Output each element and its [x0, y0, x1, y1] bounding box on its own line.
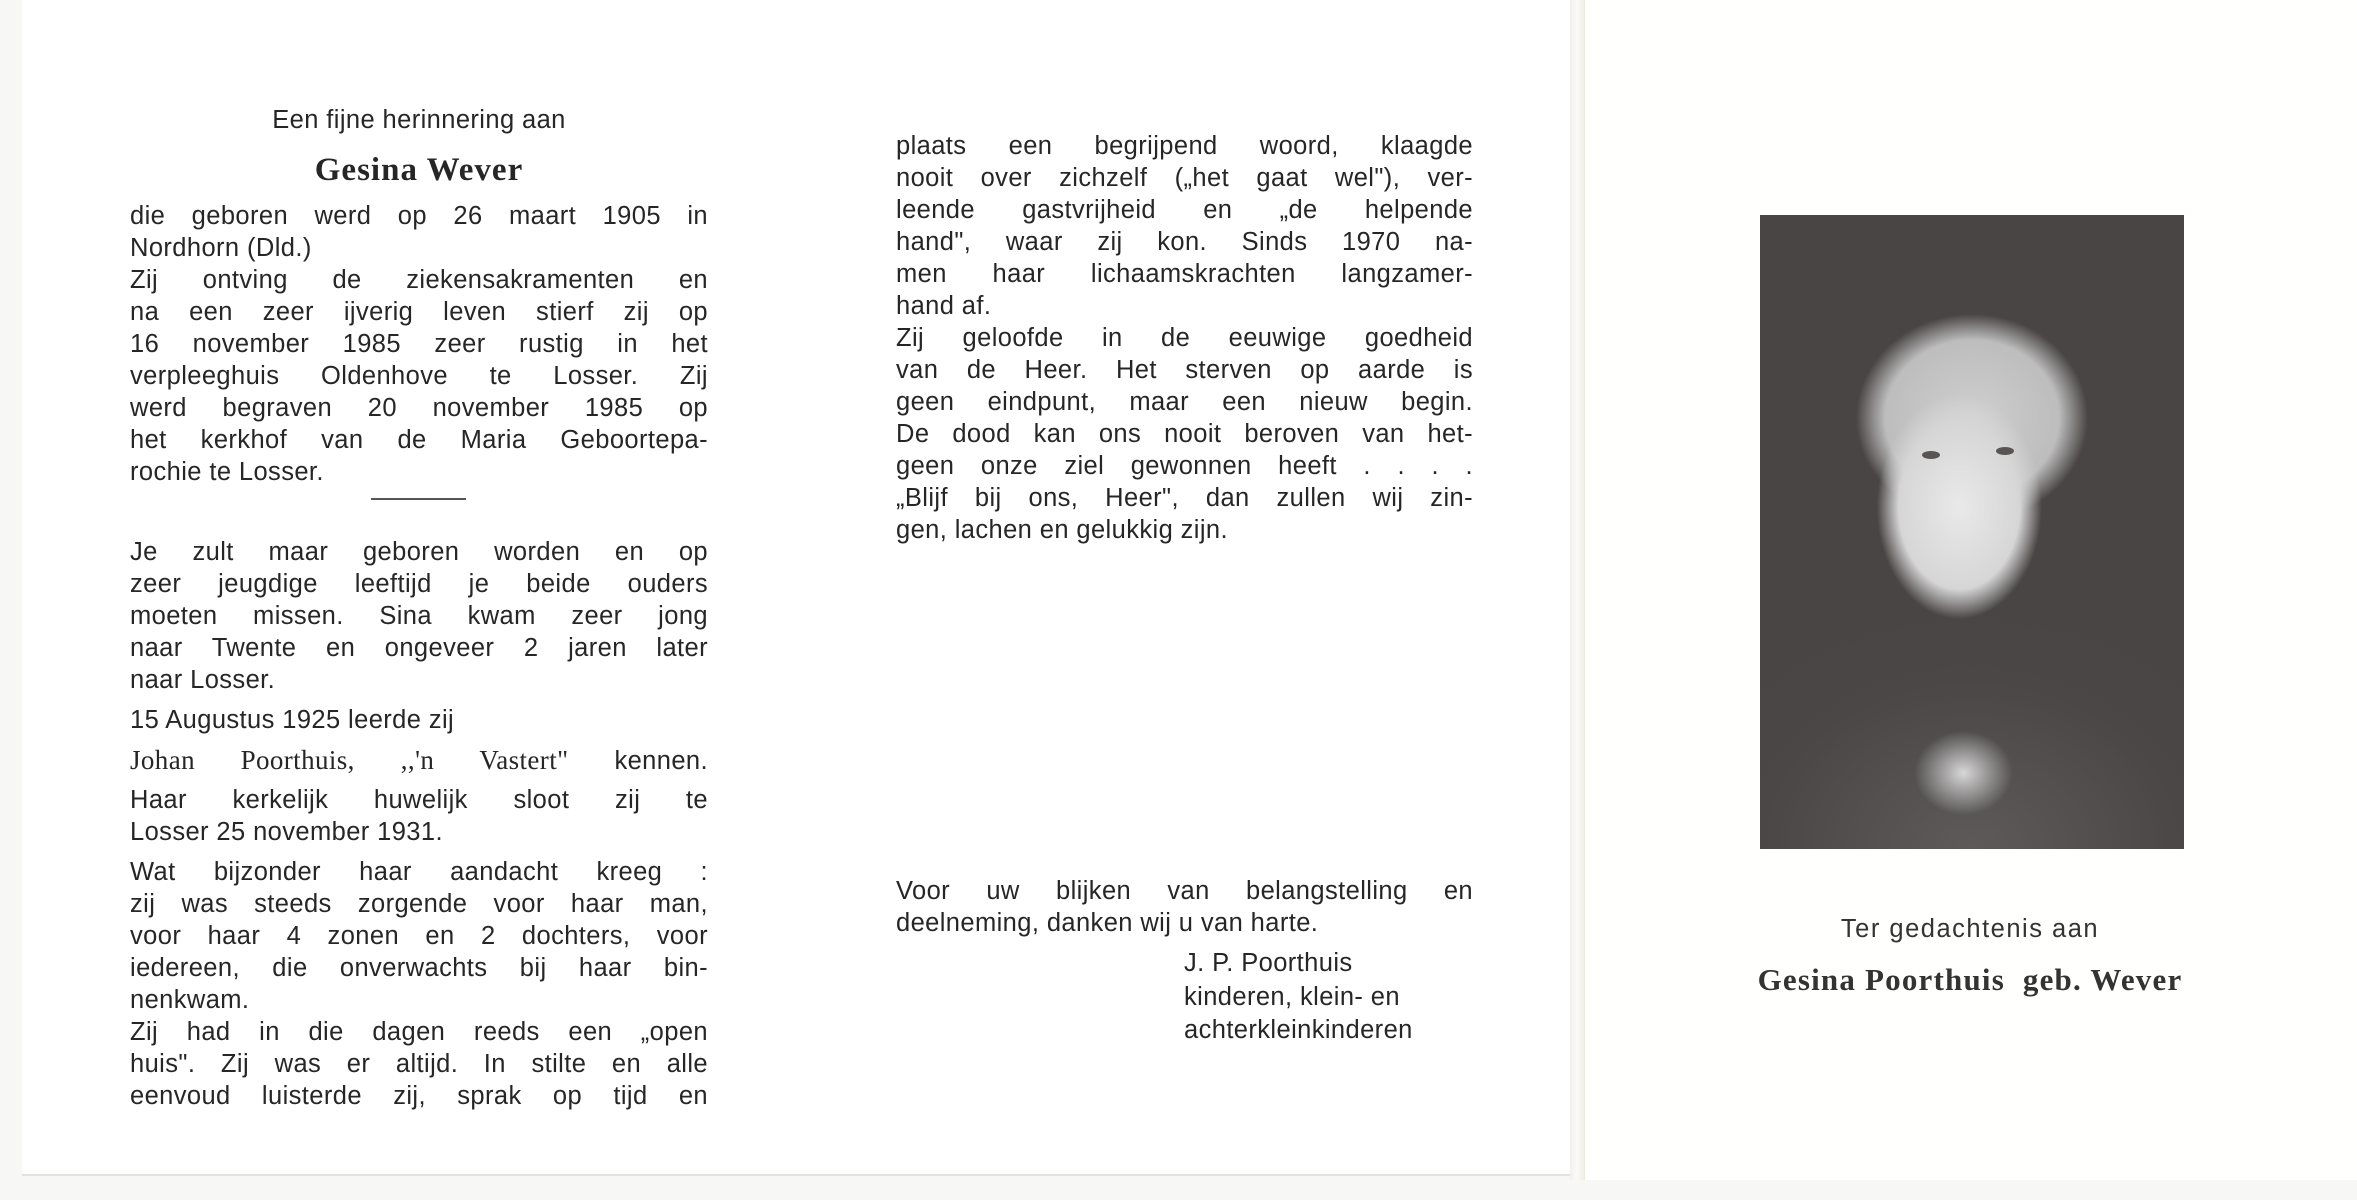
text-line: nenkwam.: [130, 986, 250, 1014]
memorial-text: Ter gedachtenis aan: [1840, 915, 2100, 943]
text-line: naar Twente en ongeveer 2 jaren later: [130, 634, 708, 662]
text-line: hand", waar zij kon. Sinds 1970 na-: [896, 228, 1473, 256]
text-line: hand af.: [896, 292, 992, 320]
text-line: deelneming, danken wij u van harte.: [896, 909, 1319, 937]
text-line: Je zult maar geboren worden en op: [130, 538, 708, 566]
text-line: men haar lichaamskrachten langzamer-: [896, 260, 1473, 288]
text-line: gen, lachen en gelukkig zijn.: [896, 516, 1228, 544]
biography-paragraph-6: [130, 856, 708, 1112]
biography-paragraph-3: [130, 704, 708, 736]
text-line: zeer jeugdige leeftijd je beide ouders: [130, 570, 708, 598]
text-line: Voor uw blijken van belangstelling en: [896, 877, 1473, 905]
text-line: werd begraven 20 november 1985 op: [130, 394, 708, 422]
text-line: Zij ontving de ziekensakramenten en: [130, 266, 708, 294]
spouse-nickname: ,,'n Vastert": [400, 745, 569, 775]
biography-paragraph-4: [130, 744, 708, 777]
text-line: huis". Zij was er altijd. In stilte en alle: [130, 1050, 708, 1078]
text-line: iedereen, die onverwachts bij haar bin-: [130, 954, 708, 982]
text-line: „Blijf bij ons, Heer", dan zullen wij zin-: [896, 484, 1473, 512]
full-name: Gesina Poorthuis geb. Wever: [1757, 962, 2183, 997]
portrait-photo: [1760, 215, 2184, 849]
text-line: moeten missen. Sina kwam zeer jong: [130, 602, 708, 630]
separator-line: [371, 498, 466, 500]
text-line: die geboren werd op 26 maart 1905 in: [130, 202, 708, 230]
text-line: leende gastvrijheid en „de helpende: [896, 196, 1473, 224]
text-line: eenvoud luisterde zij, sprak op tijd en: [130, 1082, 708, 1110]
biography-paragraph-2: [130, 536, 708, 696]
text-line: zij was steeds zorgende voor haar man,: [130, 890, 708, 918]
text-line: Nordhorn (Dld.): [130, 234, 312, 262]
text-line: De dood kan ons nooit beroven van het-: [896, 420, 1473, 448]
spouse-name: Johan Poorthuis,: [130, 745, 355, 775]
biography-paragraph-1: [130, 200, 708, 488]
deceased-name-heading: Gesina Wever: [314, 152, 524, 188]
text-line: Zij had in die dagen reeds een „open: [130, 1018, 708, 1046]
middle-paragraph: [896, 130, 1473, 546]
text-line: J. P. Poorthuis: [1184, 949, 1353, 977]
photo-eye: [1922, 451, 1940, 459]
text-line: nooit over zichzelf („het gaat wel"), ver-: [896, 164, 1473, 192]
text-line: Zij geloofde in de eeuwige goedheid: [896, 324, 1473, 352]
text-line: geen onze ziel gewonnen heeft . . . .: [896, 452, 1473, 480]
text-line: 15 Augustus 1925 leerde zij: [130, 706, 455, 734]
text-line: na een zeer ijverig leven stierf zij op: [130, 298, 708, 326]
text-line: geen eindpunt, maar een nieuw begin.: [896, 388, 1473, 416]
text-line: Haar kerkelijk huwelijk sloot zij te: [130, 786, 708, 814]
text-line: Wat bijzonder haar aandacht kreeg :: [130, 858, 708, 886]
text-line: Losser 25 november 1931.: [130, 818, 443, 846]
text-line: voor haar 4 zonen en 2 dochters, voor: [130, 922, 708, 950]
text-line: verpleeghuis Oldenhove te Losser. Zij: [130, 362, 708, 390]
intro-text: Een fijne herinnering aan: [272, 106, 566, 134]
text-line: plaats een begrijpend woord, klaagde: [896, 132, 1473, 160]
thanks-text: [896, 875, 1473, 939]
photo-eye: [1996, 447, 2014, 455]
text-line: [130, 744, 708, 777]
biography-paragraph-5: [130, 784, 708, 848]
text-line: achterkleinkinderen: [1184, 1016, 1413, 1044]
text-fragment: kennen.: [614, 747, 708, 775]
text-line: rochie te Losser.: [130, 458, 324, 486]
text-line: het kerkhof van de Maria Geboortepa-: [130, 426, 708, 454]
card-fold: [1570, 0, 1584, 1180]
signature: [1184, 947, 1484, 1048]
text-line: 16 november 1985 zeer rustig in het: [130, 330, 708, 358]
text-line: kinderen, klein- en: [1184, 982, 1400, 1011]
text-line: naar Losser.: [130, 666, 276, 694]
text-line: van de Heer. Het sterven op aarde is: [896, 356, 1473, 384]
